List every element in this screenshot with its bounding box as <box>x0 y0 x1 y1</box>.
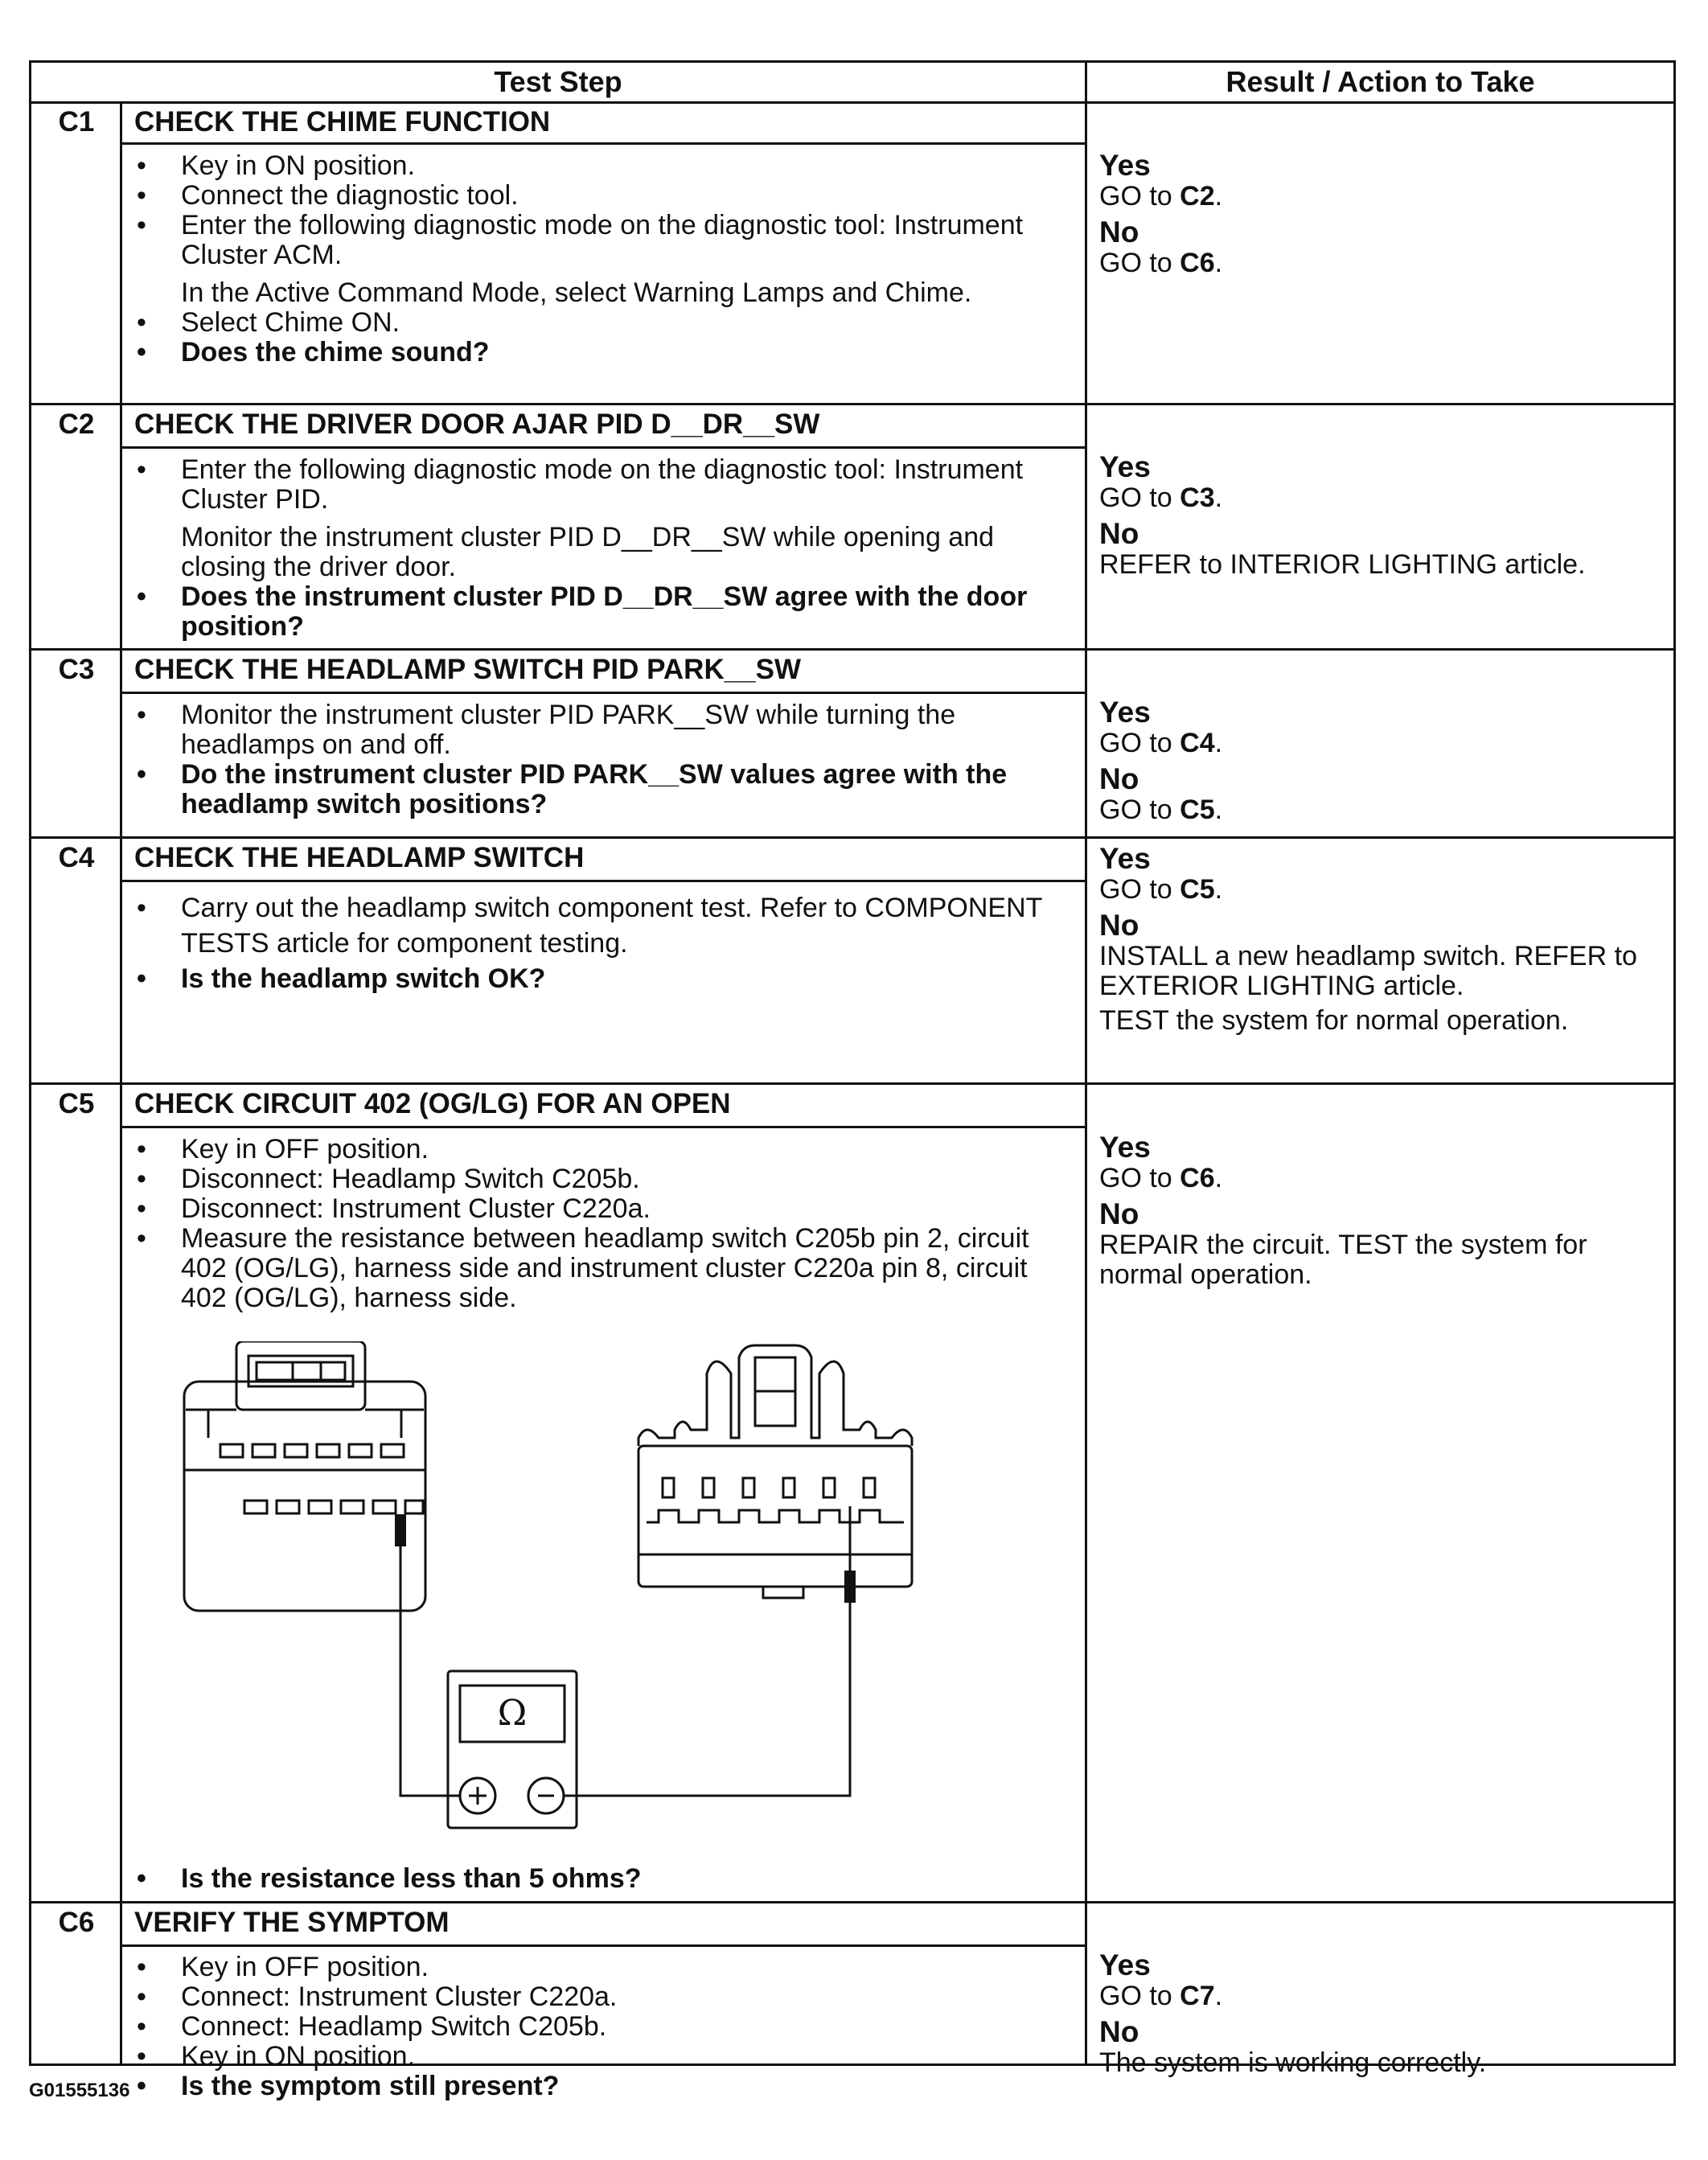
step-title-c3: CHECK THE HEADLAMP SWITCH PID PARK__SW <box>134 654 802 685</box>
step-title-c5: CHECK CIRCUIT 402 (OG/LG) FOR AN OPEN <box>134 1088 731 1119</box>
yes-label: Yes <box>1099 450 1151 483</box>
title-rule-c1 <box>120 142 1085 145</box>
step-body-c2 <box>31 455 1061 642</box>
step-id-c5: C5 <box>58 1088 95 1119</box>
instruction-item: • Carry out the headlamp switch component test. Refer to COMPONENT TESTS article for component testing. <box>31 890 1061 961</box>
title-rule-c3 <box>120 692 1085 694</box>
row-rule <box>31 836 1673 839</box>
step-id-c1: C1 <box>58 106 95 138</box>
instruction-question: • Does the instrument cluster PID D__DR__SW agree with the door position? <box>31 582 1061 642</box>
step-body-c1 <box>31 151 1061 368</box>
positive-lead <box>400 1526 460 1796</box>
instruction-item: • Key in OFF position. <box>31 1135 1061 1164</box>
no-action-test: TEST the system for normal operation. <box>1099 1005 1569 1036</box>
probe-tip-negative <box>844 1571 856 1603</box>
no-action: REFER to INTERIOR LIGHTING article. <box>1099 549 1586 580</box>
instruction-item: • Connect the diagnostic tool. <box>31 181 1061 211</box>
header-rule <box>31 101 1673 104</box>
step-id-c3: C3 <box>58 654 95 685</box>
instruction-item: • Monitor the instrument cluster PID PARK__SW while turning the headlamps on and off. <box>31 700 1061 760</box>
title-rule-c4 <box>120 880 1085 882</box>
column-divider <box>1085 63 1087 2063</box>
result-c1 <box>1099 150 1662 278</box>
result-c2 <box>1099 451 1662 580</box>
instruction-item: • Disconnect: Instrument Cluster C220a. <box>31 1194 1061 1224</box>
yes-action: GO to C4. <box>1099 728 1223 758</box>
instruction-item: • Key in OFF position. <box>31 1953 1061 1982</box>
negative-lead <box>564 1542 850 1796</box>
yes-label: Yes <box>1099 696 1151 729</box>
result-c5 <box>1099 1131 1662 1290</box>
step-id-c6: C6 <box>58 1907 95 1938</box>
no-label: No <box>1099 762 1139 795</box>
header-test-step: Test Step <box>494 65 622 98</box>
result-c4 <box>1099 843 1662 1036</box>
no-action: The system is working correctly. <box>1099 2047 1487 2078</box>
instruction-item: • Connect: Instrument Cluster C220a. <box>31 1982 1061 2012</box>
instruction-item: • Select Chime ON. <box>31 308 1061 338</box>
instruction-question: • Is the resistance less than 5 ohms? <box>31 1864 1061 1894</box>
instruction-question: • Is the headlamp switch OK? <box>31 961 1061 996</box>
instruction-item: • Key in ON position. <box>31 2042 1061 2072</box>
ohm-symbol: Ω <box>497 1693 528 1734</box>
instruction-note: Monitor the instrument cluster PID D__DR__SW while opening and closing the driver door. <box>181 522 995 582</box>
no-action: REPAIR the circuit. TEST the system for normal operation. <box>1099 1230 1587 1290</box>
step-title-c4: CHECK THE HEADLAMP SWITCH <box>134 842 585 873</box>
instruction-item: • Disconnect: Headlamp Switch C205b. <box>31 1164 1061 1194</box>
yes-action: GO to C6. <box>1099 1163 1223 1193</box>
step-body-c3 <box>31 700 1061 819</box>
no-label: No <box>1099 2015 1139 2048</box>
title-rule-c6 <box>120 1944 1085 1947</box>
step-title-c1: CHECK THE CHIME FUNCTION <box>134 106 551 138</box>
instruction-item: • Measure the resistance between headlamp switch C205b pin 2, circuit 402 (OG/LG), harness side and instrument cluster C220a pin 8, circuit 402 (OG/LG), harness side. <box>31 1224 1061 1313</box>
result-c6 <box>1099 1949 1662 2078</box>
instruction-item: • Enter the following diagnostic mode on the diagnostic tool: Instrument Cluster ACM. <box>31 211 1061 270</box>
headlamp-switch-connector <box>184 1341 425 1611</box>
no-label: No <box>1099 1197 1139 1230</box>
step-id-c2: C2 <box>58 409 95 440</box>
step-title-c2: CHECK THE DRIVER DOOR AJAR PID D__DR__SW <box>134 409 820 440</box>
row-rule <box>31 1082 1673 1085</box>
step-title-c6: VERIFY THE SYMPTOM <box>134 1907 450 1938</box>
instruction-question: • Is the symptom still present? <box>31 2072 1061 2101</box>
instruction-item: • Key in ON position. <box>31 151 1061 181</box>
instruction-item: • Connect: Headlamp Switch C205b. <box>31 2012 1061 2042</box>
yes-action: GO to C5. <box>1099 874 1223 905</box>
yes-label: Yes <box>1099 1131 1151 1164</box>
row-rule <box>31 648 1673 651</box>
header-result-action: Result / Action to Take <box>1226 65 1535 98</box>
row-rule <box>31 403 1673 405</box>
figure-code: G01555136 <box>29 2080 130 2101</box>
probe-tip-positive <box>395 1514 406 1546</box>
instruction-item: • Enter the following diagnostic mode on the diagnostic tool: Instrument Cluster PID. <box>31 455 1061 515</box>
yes-action: GO to C3. <box>1099 483 1223 513</box>
step-body-c5 <box>31 1135 1061 1313</box>
no-action: INSTALL a new headlamp switch. REFER to EXTERIOR LIGHTING article. <box>1099 941 1637 1001</box>
step-body-c4 <box>31 890 1061 996</box>
yes-action: GO to C7. <box>1099 1981 1223 2011</box>
no-label: No <box>1099 216 1139 248</box>
step-body-c6 <box>31 1953 1061 2101</box>
step-question-c5 <box>31 1864 1061 1894</box>
instruction-note: In the Active Command Mode, select Warning Lamps and Chime. <box>181 277 972 308</box>
no-label: No <box>1099 517 1139 550</box>
no-label: No <box>1099 909 1139 942</box>
no-action: GO to C5. <box>1099 795 1223 825</box>
no-action: GO to C6. <box>1099 248 1223 278</box>
yes-label: Yes <box>1099 842 1151 875</box>
row-rule <box>31 1901 1673 1903</box>
instruction-question: • Do the instrument cluster PID PARK__SW values agree with the headlamp switch positions? <box>31 760 1061 819</box>
result-c3 <box>1099 696 1662 825</box>
yes-label: Yes <box>1099 149 1151 182</box>
title-rule-c2 <box>120 446 1085 449</box>
ohmmeter-connector-diagram <box>176 1341 948 1840</box>
yes-action: GO to C2. <box>1099 181 1223 211</box>
yes-label: Yes <box>1099 1949 1151 1981</box>
title-rule-c5 <box>120 1126 1085 1128</box>
instrument-cluster-connector <box>638 1345 912 1598</box>
instruction-question: • Does the chime sound? <box>31 338 1061 368</box>
step-id-c4: C4 <box>58 842 95 873</box>
